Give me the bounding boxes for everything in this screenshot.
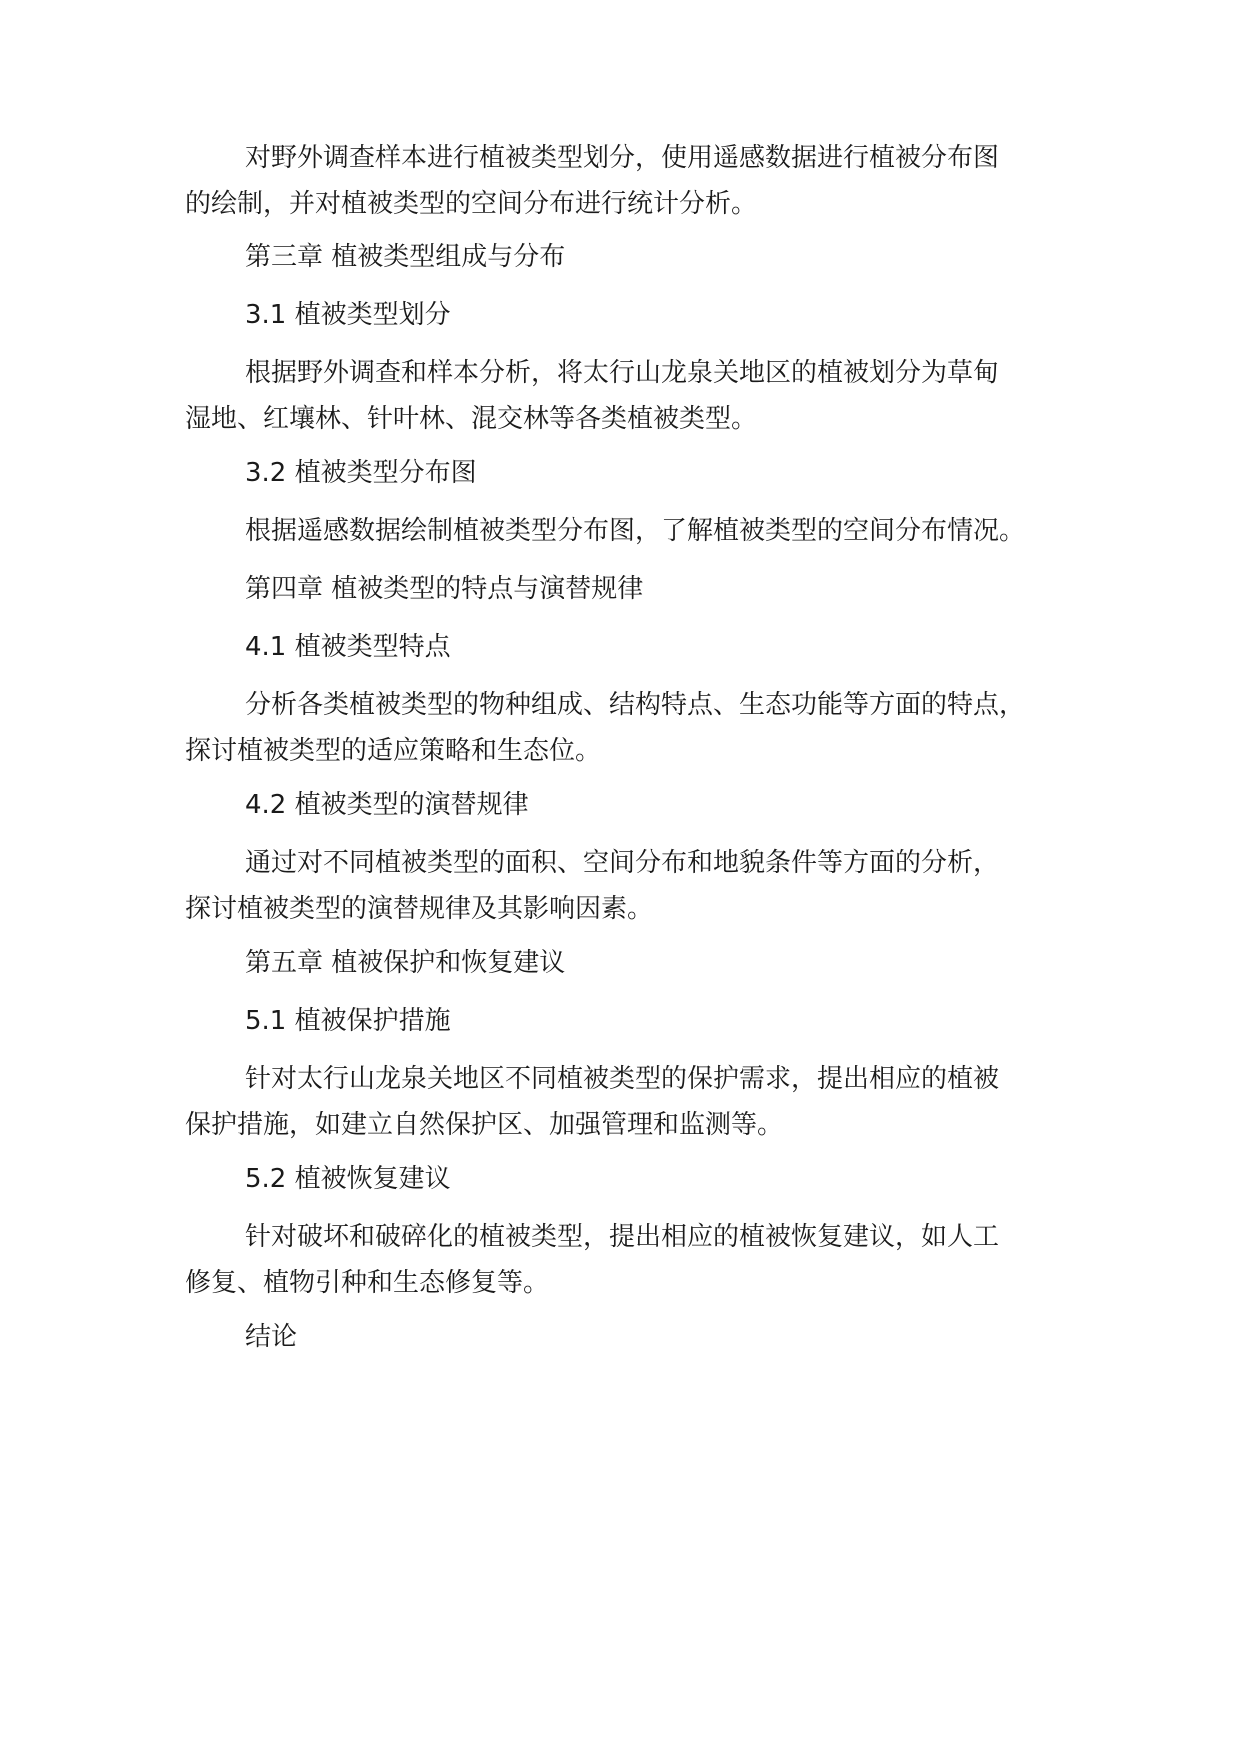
section-heading <box>185 782 1075 828</box>
paragraph-line: 对野外调查样本进行植被类型划分，使用遥感数据进行植被分布图 <box>245 143 1000 173</box>
body-paragraph <box>185 840 1075 932</box>
section-heading <box>185 450 1075 496</box>
paragraph-line: 针对太行山龙泉关地区不同植被类型的保护需求，提出相应的植被 <box>245 1064 1000 1094</box>
paragraph-line: 探讨植被类型的适应策略和生态位。 <box>185 736 602 766</box>
heading-text: 5.1 植被保护措施 <box>245 1006 451 1036</box>
body-paragraph <box>185 682 1075 774</box>
heading-text: 第三章 植被类型组成与分布 <box>245 242 566 272</box>
paragraph-line: 湿地、红壤林、针叶林、混交林等各类植被类型。 <box>185 404 758 434</box>
body-paragraph <box>185 1056 1075 1148</box>
heading-text: 4.1 植被类型特点 <box>245 632 451 662</box>
heading-text: 第四章 植被类型的特点与演替规律 <box>245 574 644 604</box>
heading-text: 3.2 植被类型分布图 <box>245 458 477 488</box>
chapter-heading <box>185 566 1075 612</box>
paragraph-line: 通过对不同植被类型的面积、空间分布和地貌条件等方面的分析， <box>245 848 1000 878</box>
section-heading <box>185 624 1075 670</box>
heading-text: 3.1 植被类型划分 <box>245 300 451 330</box>
paragraph-line: 分析各类植被类型的物种组成、结构特点、生态功能等方面的特点， <box>245 690 1026 720</box>
conclusion-heading <box>185 1314 1075 1360</box>
heading-text: 结论 <box>245 1322 298 1352</box>
chapter-heading <box>185 940 1075 986</box>
heading-text: 5.2 植被恢复建议 <box>245 1164 451 1194</box>
chapter-heading <box>185 234 1075 280</box>
paragraph-line: 保护措施，如建立自然保护区、加强管理和监测等。 <box>185 1110 784 1140</box>
heading-text: 4.2 植被类型的演替规律 <box>245 790 529 820</box>
section-heading <box>185 1156 1075 1202</box>
body-paragraph <box>185 1214 1075 1306</box>
paragraph-line: 的绘制，并对植被类型的空间分布进行统计分析。 <box>185 189 758 219</box>
heading-text: 第五章 植被保护和恢复建议 <box>245 948 566 978</box>
paragraph-line: 根据遥感数据绘制植被类型分布图，了解植被类型的空间分布情况。 <box>245 516 1026 546</box>
body-paragraph <box>185 350 1075 442</box>
body-paragraph <box>185 135 1075 227</box>
section-heading <box>185 292 1075 338</box>
paragraph-line: 探讨植被类型的演替规律及其影响因素。 <box>185 894 654 924</box>
paragraph-line: 针对破坏和破碎化的植被类型，提出相应的植被恢复建议，如人工 <box>245 1222 1000 1252</box>
body-paragraph <box>185 508 1075 554</box>
section-heading <box>185 998 1075 1044</box>
paragraph-line: 修复、植物引种和生态修复等。 <box>185 1268 550 1298</box>
paragraph-line: 根据野外调查和样本分析，将太行山龙泉关地区的植被划分为草甸 <box>245 358 1000 388</box>
